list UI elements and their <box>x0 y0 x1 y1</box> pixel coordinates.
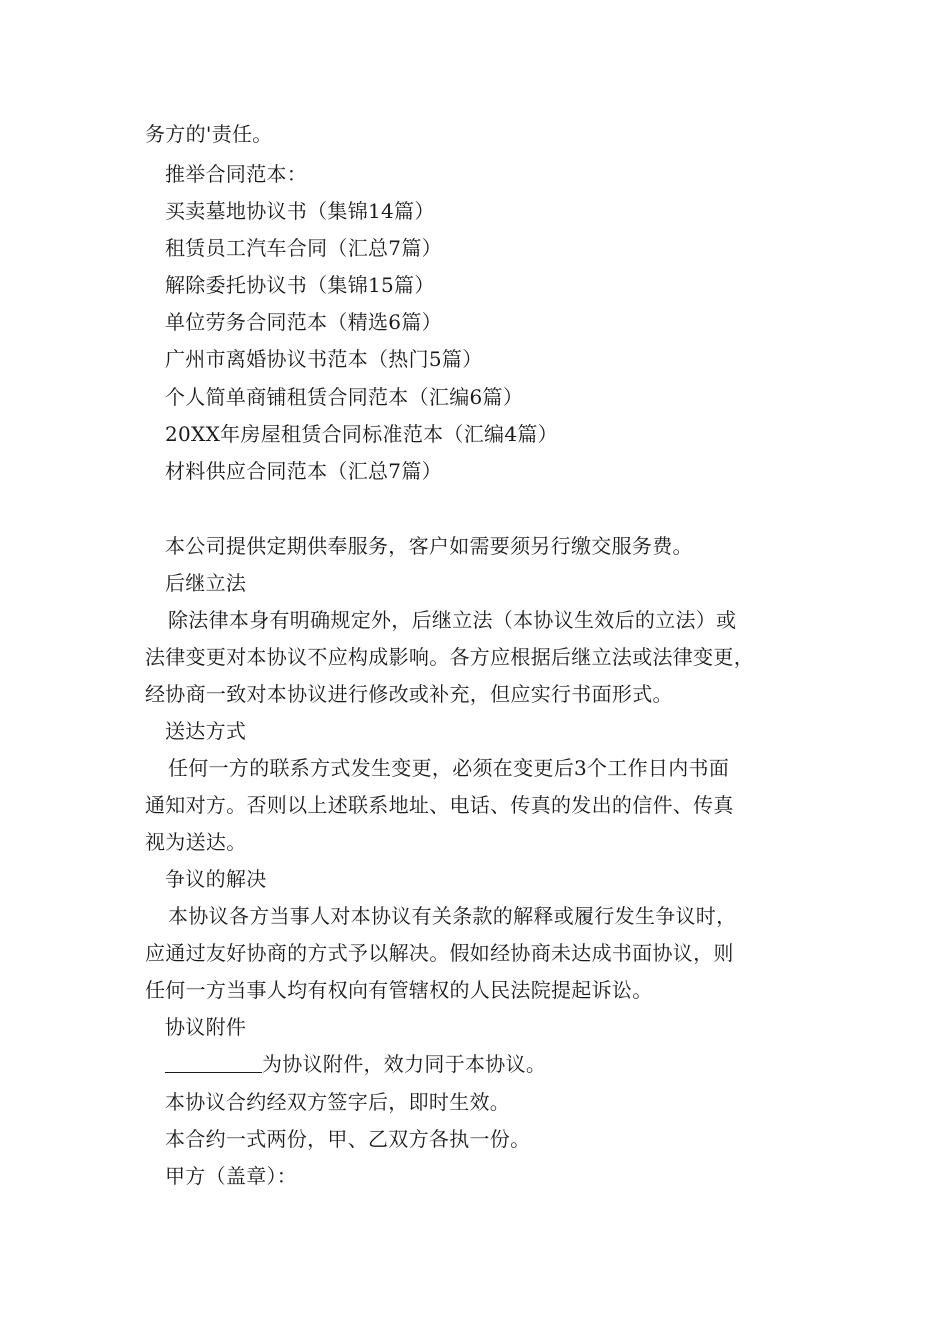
delivery-paragraph-line: 任何一方的联系方式发生变更，必须在变更后3个工作日内书面 <box>168 756 730 780</box>
dispute-paragraph-line: 本协议各方当事人对本协议有关条款的解释或履行发生争议时， <box>168 904 737 928</box>
party-a-seal-line: 甲方（盖章）： <box>165 1164 298 1188</box>
legislation-paragraph-line: 除法律本身有明确规定外，后继立法（本协议生效后的立法）或 <box>168 608 737 632</box>
recommend-item: 单位劳务合同范本（精选6篇） <box>165 310 442 334</box>
recommend-item: 广州市离婚协议书范本（热门5篇） <box>165 347 483 371</box>
fill-in-blank <box>165 1052 262 1073</box>
attachment-text: 为协议附件，效力同于本协议。 <box>262 1052 547 1076</box>
legislation-paragraph-line: 法律变更对本协议不应构成影响。各方应根据后继立法或法律变更， <box>145 645 754 669</box>
section-heading-legislation: 后继立法 <box>165 571 247 595</box>
delivery-paragraph-line: 通知对方。否则以上述联系地址、电话、传真的发出的信件、传真 <box>145 793 734 817</box>
dispute-paragraph-line: 任何一方当事人均有权向有管辖权的人民法院提起诉讼。 <box>145 978 653 1002</box>
recommend-item: 个人简单商铺租赁合同范本（汇编6篇） <box>165 385 524 409</box>
recommend-heading: 推举合同范本： <box>165 162 308 186</box>
delivery-paragraph-line: 视为送达。 <box>145 830 247 854</box>
section-heading-attachment: 协议附件 <box>165 1015 247 1039</box>
service-note: 本公司提供定期供奉服务，客户如需要须另行缴交服务费。 <box>165 534 693 558</box>
legislation-paragraph-line: 经协商一致对本协议进行修改或补充，但应实行书面形式。 <box>145 682 673 706</box>
recommend-item: 买卖墓地协议书（集锦14篇） <box>165 199 435 223</box>
section-heading-delivery: 送达方式 <box>165 719 247 743</box>
effect-line: 本协议合约经双方签字后，即时生效。 <box>165 1090 511 1114</box>
recommend-item: 租赁员工汽车合同（汇总7篇） <box>165 236 442 260</box>
copies-line: 本合约一式两份，甲、乙双方各执一份。 <box>165 1127 531 1151</box>
recommend-item: 20XX年房屋租赁合同标准范本（汇编4篇） <box>165 422 558 446</box>
section-heading-dispute: 争议的解决 <box>165 867 267 891</box>
dispute-paragraph-line: 应通过友好协商的方式予以解决。假如经协商未达成书面协议，则 <box>145 941 734 965</box>
attachment-line <box>165 1051 546 1077</box>
recommend-item: 解除委托协议书（集锦15篇） <box>165 273 435 297</box>
recommend-item: 材料供应合同范本（汇总7篇） <box>165 459 442 483</box>
continuation-text: 务方的'责任。 <box>145 122 273 146</box>
